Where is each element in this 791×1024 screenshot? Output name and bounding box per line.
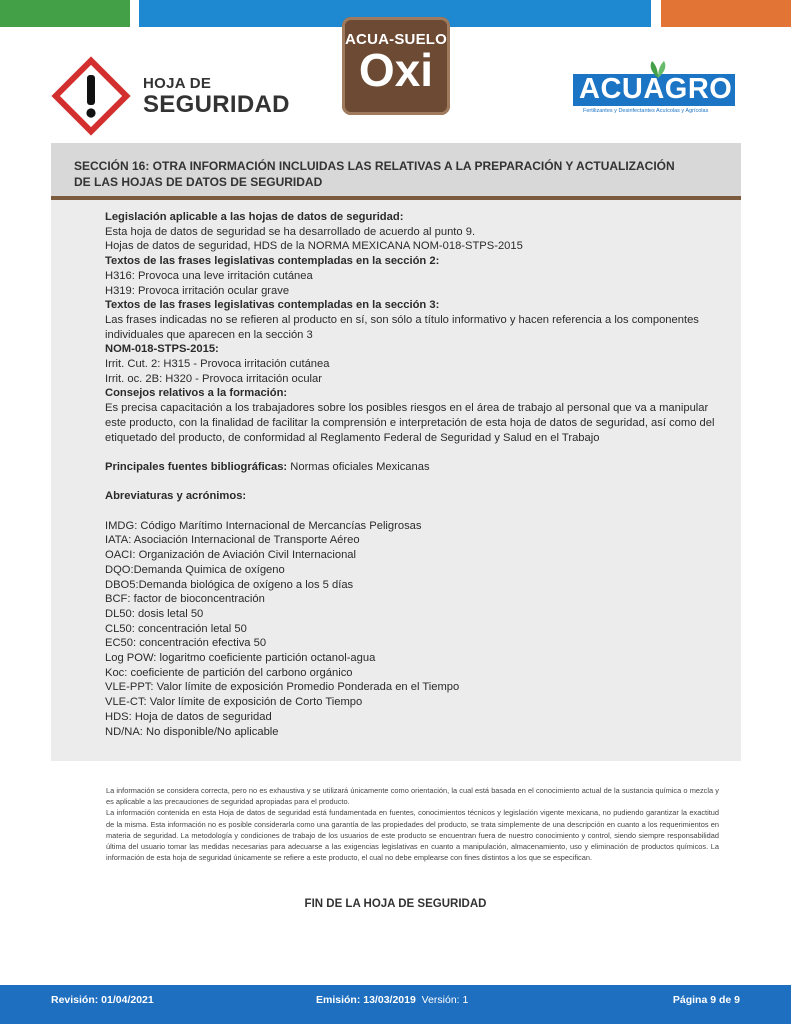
section3-phrases-text: Las frases indicadas no se refieren al producto en sí, son sólo a título informativo y hacen referencia a los componentes individuales que aparecen en la sección 3 <box>105 313 699 341</box>
abbreviations-heading: Abreviaturas y acrónimos: <box>105 490 247 503</box>
bibliography-value: Normas oficiales Mexicanas <box>290 460 430 473</box>
emission-info <box>316 994 468 1006</box>
page-number: Página 9 de 9 <box>672 994 740 1006</box>
footer <box>0 985 791 1024</box>
section-title: SECCIÓN 16: OTRA INFORMACIÓN INCLUIDAS LAS RELATIVAS A LA PREPARACIÓN Y ACTUALIZACIÓN DE LAS HOJAS DE DATOS DE SEGURIDAD <box>74 159 675 189</box>
bibliography-label: Principales fuentes bibliográficas: <box>105 460 288 473</box>
abbreviation-item: DL50: dosis letal 50 <box>105 607 204 620</box>
section2-phrases-heading: Textos de las frases legislativas contempladas en la sección 2: <box>105 255 440 268</box>
section3-phrases-heading: Textos de las frases legislativas contempladas en la sección 3: <box>105 299 440 312</box>
abbreviation-item: VLE-PPT: Valor límite de exposición Promedio Ponderada en el Tiempo <box>105 681 460 694</box>
version: Versión: 1 <box>421 994 469 1006</box>
product-logo-top-text: ACUA-SUELO <box>345 31 447 48</box>
section-content <box>105 210 717 739</box>
disclaimer-paragraph: La información contenida en esta Hoja de datos de seguridad está fundamentada en fuentes, conocimientos técnicos y legislación vigente mexicana, no pudiendo garantizar la exactitud de la misma. Esta información no es posible considerarla como una garantía de las propiedades del producto, se trata simplemente de una descripción en cuanto a los requerimientos en materia de seguridad. La metodología y condiciones de trabajo de los usuarios de este producto se encuentran fuera de nuestro conocimiento y control, siendo siempre responsabilidad última del usuario tomar las medidas necesarias para adecuarse a las exigencias legislativas en cuanto a manipulación, almacenamiento, uso y eliminación de productos químicos. La información de esta hoja de seguridad únicamente se refiere a este producto, el cual no debe emplearse con fines distintos a los que se especifican. <box>106 808 719 863</box>
hazard-phrase: H316: Provoca una leve irritación cutánea <box>105 269 313 282</box>
disclaimer <box>106 785 719 863</box>
nom-line: Irrit. oc. 2B: H320 - Provoca irritación ocular <box>105 372 322 385</box>
exclamation-mark-icon <box>50 55 132 137</box>
bibliography-line <box>105 460 717 475</box>
training-heading: Consejos relativos a la formación: <box>105 387 288 400</box>
revision-date: Revisión: 01/04/2021 <box>51 994 154 1006</box>
abbreviation-item: Koc: coeficiente de partición del carbono orgánico <box>105 666 353 679</box>
abbreviation-item: CL50: concentración letal 50 <box>105 622 247 635</box>
abbreviation-item: VLE-CT: Valor límite de exposición de Corto Tiempo <box>105 696 363 709</box>
abbreviation-item: HDS: Hoja de datos de seguridad <box>105 710 272 723</box>
brand-tagline: Fertilizantes y Desinfectantes Acuícolas y Agrícolas <box>583 108 709 114</box>
nom-line: Irrit. Cut. 2: H315 - Provoca irritación cutánea <box>105 358 330 371</box>
top-bar-orange <box>661 0 791 27</box>
product-logo <box>342 17 450 115</box>
abbreviation-item: IATA: Asociación Internacional de Transporte Aéreo <box>105 534 360 547</box>
nom-heading: NOM-018-STPS-2015: <box>105 343 219 356</box>
brand-logo <box>573 60 739 118</box>
document-title-line2: SEGURIDAD <box>143 91 290 118</box>
abbreviation-item: ND/NA: No disponible/No aplicable <box>105 725 279 738</box>
document-title <box>143 76 290 117</box>
end-of-sheet-text: FIN DE LA HOJA DE SEGURIDAD <box>304 898 487 910</box>
abbreviation-item: BCF: factor de bioconcentración <box>105 593 265 606</box>
section-header <box>51 143 741 200</box>
abbreviation-item: IMDG: Código Marítimo Internacional de Mercancías Peligrosas <box>105 519 422 532</box>
disclaimer-paragraph: La información se considera correcta, pero no es exhaustiva y se utilizará únicamente como orientación, la cual está basada en el conocimiento actual de la sustancia química o mezcla y es aplicable a las precauciones de seguridad apropiadas para el producto. <box>106 786 719 807</box>
top-bar-green <box>0 0 130 27</box>
training-text: Es precisa capacitación a los trabajadores sobre los posibles riesgos en el área de trabajo al personal que va a manipular este producto, con la finalidad de facilitar la comprensión e interpretación de esta hoja de datos de seguridad, así como del etiquetado del producto, de conformidad al Reglamento Federal de Seguridad y Salud en el Trabajo <box>105 402 715 444</box>
abbreviation-item: Log POW: logaritmo coeficiente partición octanol-agua <box>105 652 376 665</box>
abbreviation-item: DQO:Demanda Quimica de oxígeno <box>105 563 285 576</box>
emission-date: Emisión: 13/03/2019 <box>316 994 416 1006</box>
legislation-line: Esta hoja de datos de seguridad se ha desarrollado de acuerdo al punto 9. <box>105 225 476 238</box>
hazard-phrase: H319: Provoca irritación ocular grave <box>105 284 290 297</box>
abbreviation-item: DBO5:Demanda biológica de oxígeno a los 5 días <box>105 578 354 591</box>
abbreviation-item: OACI: Organización de Aviación Civil Internacional <box>105 549 357 562</box>
product-logo-main-text: Oxi <box>358 44 434 96</box>
abbreviation-item: EC50: concentración efectiva 50 <box>105 637 267 650</box>
legislation-line: Hojas de datos de seguridad, HDS de la NORMA MEXICANA NOM-018-STPS-2015 <box>105 240 523 253</box>
legislation-heading: Legislación aplicable a las hojas de datos de seguridad: <box>105 211 404 223</box>
brand-name: ACUAGRO <box>579 73 733 105</box>
document-title-line1: HOJA DE <box>143 75 212 92</box>
